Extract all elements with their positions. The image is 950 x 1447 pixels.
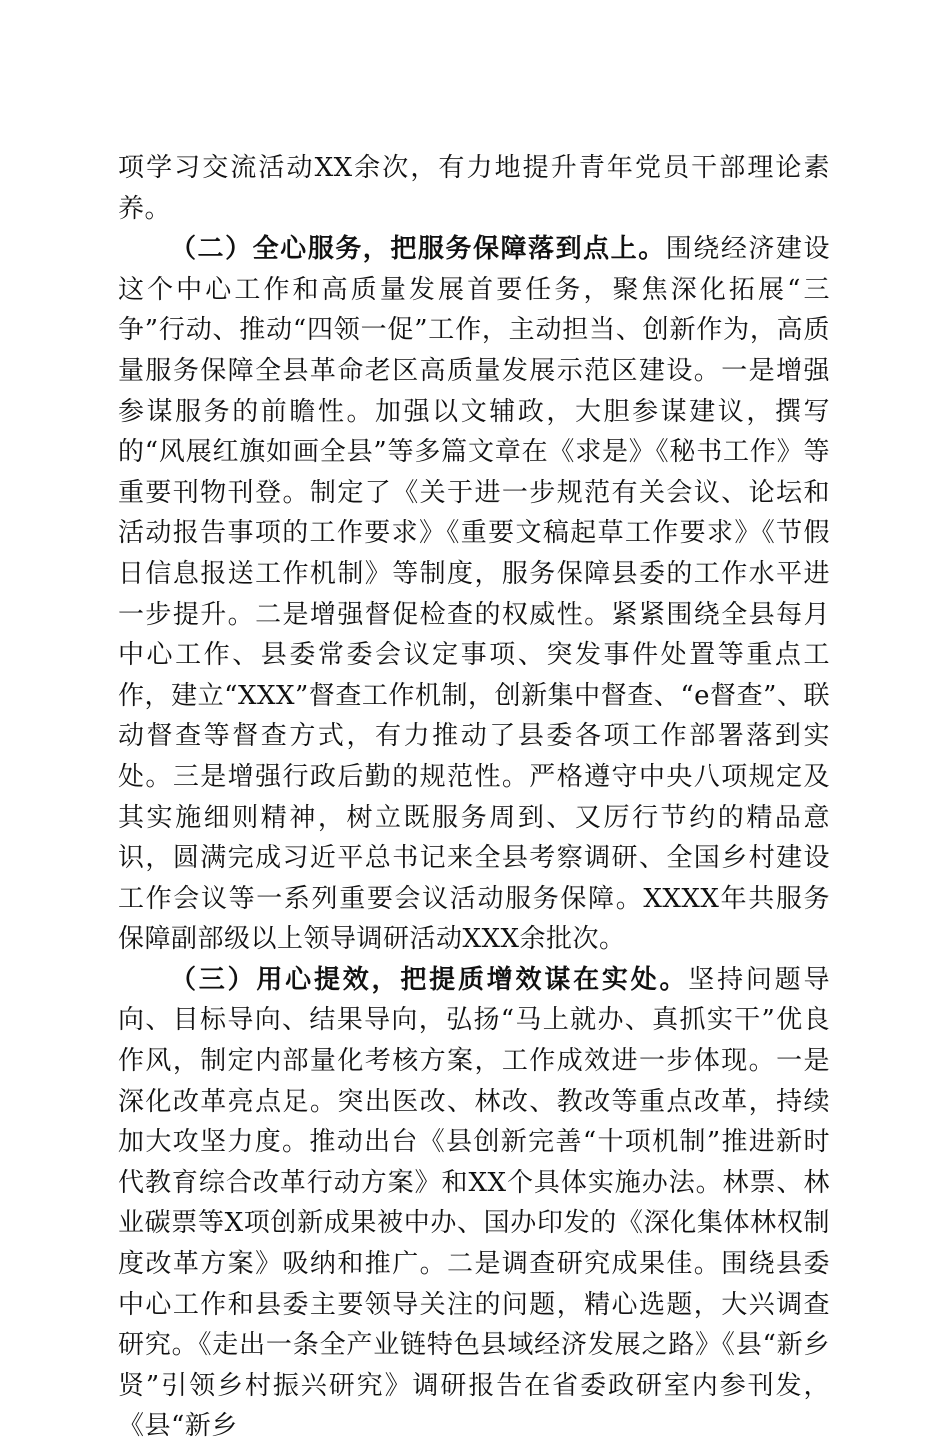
paragraph-text: 围绕经济建设这个中心工作和高质量发展首要任务，聚焦深化拓展“三争”行动、推动“四领一促”工作，主动担当、创新作为，高质量服务保障全县革命老区高质量发展示范区建设。一是增强参谋服务的前瞻性。加强以文辅政，大胆参谋建议，撰写的“风展红旗如画全县”等多篇文章在《求是》《秘书工作》等重要刊物刊登。制定了《关于进一步规范有关会议、论坛和活动报告事项的工作要求》《重要文稿起草工作要求》《节假日信息报送工作机制》等制度，服务保障县委的工作水平进一步提升。二是增强督促检查的权威性。紧紧围绕全县每月中心工作、县委常委会议定事项、突发事件处置等重点工作，建立“XXX”督查工作机制，创新集中督查、“e督查”、联动督查等督查方式，有力推动了县委各项工作部署落到实处。三是增强行政后勤的规范性。严格遵守中央八项规定及其实施细则精神，树立既服务周到、又厉行节约的精品意识，圆满完成习近平总书记来全县考察调研、全国乡村建设工作会议等一系列重要会议活动服务保障。XXXX年共服务保障副部级以上领导调研活动XXX余批次。 bbox=[118, 234, 830, 955]
section-heading: （三）用心提效，把提质增效谋在实处。 bbox=[170, 964, 689, 995]
paragraph-text: 项学习交流活动XX余次，有力地提升青年党员干部理论素养。 bbox=[118, 153, 830, 224]
paragraph-section-2 bbox=[118, 229, 830, 960]
paragraph-continuation bbox=[118, 148, 830, 229]
section-heading: （二）全心服务，把服务保障落到点上。 bbox=[170, 234, 666, 265]
document-body bbox=[118, 148, 830, 1447]
paragraph-text: 坚持问题导向、目标导向、结果导向，弘扬“马上就办、真抓实干”优良作风，制定内部量化考核方案，工作成效进一步体现。一是深化改革亮点足。突出医改、林改、教改等重点改革，持续加大攻坚力度。推动出台《县创新完善“十项机制”推进新时代教育综合改革行动方案》和XX个具体实施办法。林票、林业碳票等X项创新成果被中办、国办印发的《深化集体林权制度改革方案》吸纳和推广。二是调查研究成果佳。围绕县委中心工作和县委主要领导关注的问题，精心选题，大兴调查研究。《走出一条全产业链特色县域经济发展之路》《县“新乡贤”引领乡村振兴研究》调研报告在省委政研室内参刊发，《县“新乡 bbox=[118, 964, 830, 1442]
paragraph-section-3 bbox=[118, 960, 830, 1447]
